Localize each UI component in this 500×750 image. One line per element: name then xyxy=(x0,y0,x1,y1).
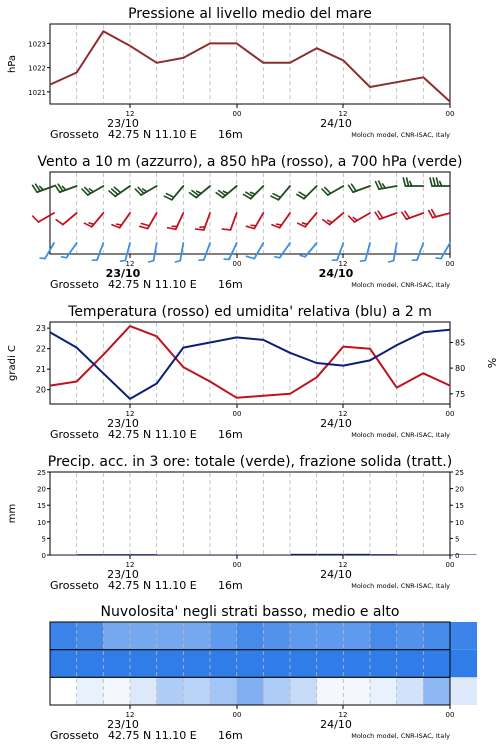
date-label: 24/10 xyxy=(320,718,352,731)
cloud-cell-basso xyxy=(370,677,397,705)
time-tick-label: 00 xyxy=(445,260,455,268)
wind-barb xyxy=(92,243,103,260)
y-tick-label-right: 10 xyxy=(455,518,464,527)
cloud-cell-alto xyxy=(343,622,370,650)
wind-barb xyxy=(412,243,423,260)
wind-barb-feather xyxy=(222,229,230,230)
cloud-cell-alto xyxy=(290,622,317,650)
wind-barb-staff xyxy=(229,243,237,259)
wind-barb-feather xyxy=(62,186,65,190)
time-tick-label: 12 xyxy=(338,561,348,569)
y-tick-label: 23 xyxy=(35,324,46,334)
wind-barb-feather xyxy=(149,261,154,262)
pressure-panel xyxy=(7,6,454,141)
wind-barb xyxy=(40,243,54,259)
wind-barb xyxy=(429,210,450,218)
wind-barb-feather xyxy=(175,261,180,262)
date-label: 23/10 xyxy=(105,267,141,280)
date-label: 23/10 xyxy=(107,117,139,130)
wind-barb xyxy=(430,178,450,186)
wind-barb xyxy=(300,243,316,257)
cloud-cell-alto xyxy=(103,622,130,650)
wind-barb-feather xyxy=(277,224,282,225)
panel-title: Temperatura (rosso) ed umidita' relativa (blu) a 2 m xyxy=(68,304,432,320)
y-tick-label-right: 5 xyxy=(455,535,460,544)
wind-barb xyxy=(82,186,103,195)
y-axis-label: hPa xyxy=(7,54,18,74)
cloud-cell-alto xyxy=(423,622,450,650)
cloud-cell-alto xyxy=(50,622,77,650)
time-tick-label: 12 xyxy=(125,410,135,418)
precip-bar xyxy=(211,555,237,556)
cloud-cell-alto xyxy=(183,622,210,650)
precip-bar xyxy=(184,555,210,556)
panel-title: Pressione al livello medio del mare xyxy=(128,6,372,22)
cloud-cell-alto xyxy=(157,622,184,650)
station-name: Grosseto xyxy=(50,428,99,441)
plot-frame xyxy=(50,322,450,404)
precip-bar xyxy=(238,555,264,556)
wind-barb xyxy=(436,243,450,259)
time-tick-label: 12 xyxy=(125,110,135,118)
time-tick-label: 12 xyxy=(338,110,348,118)
y-tick-label: 1022 xyxy=(28,64,46,73)
y-tick-label-right: 85 xyxy=(455,338,466,348)
wind-barb-feather xyxy=(89,223,94,224)
wind-barb xyxy=(244,186,264,199)
y-tick-label: 10 xyxy=(37,518,46,527)
wind-barb xyxy=(135,186,156,195)
wind-barb xyxy=(190,186,210,198)
wind-barb-staff xyxy=(365,243,370,260)
date-label: 24/10 xyxy=(320,568,352,581)
wind-barb xyxy=(222,213,236,230)
cloud-cell-medio xyxy=(450,650,477,678)
y-tick-label-right: 15 xyxy=(455,502,464,511)
wind-barb-staff xyxy=(63,213,77,225)
temperature-line xyxy=(50,326,450,398)
wind-barb-feather xyxy=(40,186,43,190)
plot-frame xyxy=(50,472,450,555)
time-tick-label: 12 xyxy=(125,260,135,268)
wind-barb xyxy=(246,243,263,259)
wind-barb xyxy=(360,243,370,261)
cloud-cell-medio xyxy=(263,650,290,678)
wind-barb-feather xyxy=(140,226,148,228)
cloud-cell-medio xyxy=(317,650,344,678)
cloud-cell-basso xyxy=(210,677,237,705)
precip-bar xyxy=(451,555,477,556)
cloud-cell-medio xyxy=(290,650,317,678)
cloud-cell-basso xyxy=(290,677,317,705)
precip-bar xyxy=(318,554,344,555)
cloud-cell-alto xyxy=(317,622,344,650)
wind-barb xyxy=(168,213,184,229)
y-axis-label: mm xyxy=(7,503,18,524)
wind-barb xyxy=(332,243,343,260)
station-elevation: 16m xyxy=(218,729,243,742)
cloud-cell-medio xyxy=(50,650,77,678)
wind-barb xyxy=(32,184,54,192)
wind-barb-feather xyxy=(166,194,173,198)
wind-barb xyxy=(109,186,130,196)
model-credit: Moloch model, CNR-ISAC, Italy xyxy=(351,281,450,289)
cloud-cell-basso xyxy=(397,677,424,705)
wind-barb-feather xyxy=(251,225,256,226)
wind-barb-feather xyxy=(246,256,254,258)
wind-barb-staff xyxy=(180,243,183,261)
station-coords: 42.75 N 11.10 E xyxy=(108,278,197,291)
precip-bar xyxy=(131,554,157,555)
date-label: 24/10 xyxy=(318,267,354,280)
station-elevation: 16m xyxy=(218,428,243,441)
cloud-cell-alto xyxy=(210,622,237,650)
cloud-cell-alto xyxy=(397,622,424,650)
time-tick-label: 12 xyxy=(338,711,348,719)
wind-barb-feather xyxy=(407,178,409,186)
wind-barb-staff xyxy=(417,243,423,260)
station-name: Grosseto xyxy=(50,729,99,742)
wind-barb-feather xyxy=(353,217,357,220)
cloud-cell-medio xyxy=(103,650,130,678)
y-tick-label: 15 xyxy=(37,502,46,511)
wind-barb xyxy=(271,186,290,200)
time-tick-label: 00 xyxy=(232,711,242,719)
panel-title: Precip. acc. in 3 ore: totale (verde), frazione solida (tratt.) xyxy=(47,454,453,470)
time-tick-label: 00 xyxy=(232,110,242,118)
wind-barb xyxy=(175,243,183,262)
wind-barb-staff xyxy=(280,243,290,258)
cloud-cell-medio xyxy=(370,650,397,678)
date-label: 23/10 xyxy=(107,718,139,731)
time-tick-label: 12 xyxy=(125,711,135,719)
station-coords: 42.75 N 11.10 E xyxy=(108,729,197,742)
model-credit: Moloch model, CNR-ISAC, Italy xyxy=(351,732,450,740)
station-name: Grosseto xyxy=(50,579,99,592)
wind-barb xyxy=(349,213,370,222)
y-tick-label: 0 xyxy=(41,552,46,560)
wind-barb-feather xyxy=(164,196,171,200)
precip-bar xyxy=(371,554,397,555)
cloud-cell-basso xyxy=(317,677,344,705)
wind-barb xyxy=(33,213,54,222)
date-label: 24/10 xyxy=(320,417,352,430)
wind-barb-feather xyxy=(251,192,256,194)
wind-panel xyxy=(32,154,462,291)
wind-barb-feather xyxy=(300,255,305,256)
precip-bar xyxy=(344,554,370,555)
time-tick-label: 00 xyxy=(232,260,242,268)
wind-barb xyxy=(375,211,397,219)
wind-barb-feather xyxy=(436,178,438,186)
cloud-cell-basso xyxy=(77,677,104,705)
cloud-cell-basso xyxy=(343,677,370,705)
wind-barb-feather xyxy=(273,194,280,198)
cloud-cell-medio xyxy=(157,650,184,678)
wind-barb xyxy=(246,213,263,229)
wind-barb-feather xyxy=(403,178,405,186)
date-label: 23/10 xyxy=(107,568,139,581)
cloud-cell-basso xyxy=(103,677,130,705)
wind-barb-staff xyxy=(154,243,157,261)
precipitation-panel xyxy=(7,454,477,592)
wind-barb xyxy=(84,213,103,227)
wind-barb xyxy=(112,213,130,228)
y-tick-label-right: 80 xyxy=(455,364,466,374)
station-name: Grosseto xyxy=(50,278,99,291)
wind-barb-feather xyxy=(223,191,227,193)
wind-barb-feather xyxy=(62,257,67,258)
wind-barb xyxy=(402,211,424,219)
cloud-cell-basso xyxy=(237,677,264,705)
wind-barb-feather xyxy=(433,178,435,186)
wind-barb xyxy=(224,243,237,259)
wind-barb-feather xyxy=(33,216,39,222)
cloud-cell-basso xyxy=(423,677,450,705)
wind-barb-feather xyxy=(117,224,122,225)
wind-barb xyxy=(56,213,76,225)
panel-title: Vento a 10 m (azzurro), a 850 hPa (rosso), a 700 hPa (verde) xyxy=(37,154,463,170)
cloud-cell-basso xyxy=(450,677,477,705)
wind-barb-feather xyxy=(436,258,441,259)
station-coords: 42.75 N 11.10 E xyxy=(108,428,197,441)
precip-bar xyxy=(398,555,424,556)
y-tick-label: 21 xyxy=(35,365,46,375)
model-credit: Moloch model, CNR-ISAC, Italy xyxy=(351,431,450,439)
wind-barb-feather xyxy=(246,226,254,228)
wind-barb xyxy=(272,213,290,228)
wind-barb xyxy=(216,186,236,198)
cloud-cell-alto xyxy=(370,622,397,650)
cloud-cell-medio xyxy=(130,650,157,678)
wind-barb-feather xyxy=(89,189,93,192)
wind-barb xyxy=(275,243,290,258)
wind-barb xyxy=(403,178,423,186)
precip-bar xyxy=(104,554,130,555)
time-tick-label: 00 xyxy=(445,110,455,118)
precip-bar xyxy=(264,555,290,556)
cloud-cell-alto xyxy=(130,622,157,650)
time-tick-label: 12 xyxy=(125,561,135,569)
time-tick-label: 00 xyxy=(445,711,455,719)
wind-barb-staff xyxy=(254,243,263,259)
precip-bar xyxy=(51,555,77,556)
wind-barb-staff xyxy=(441,243,450,259)
wind-barb-feather xyxy=(275,257,280,258)
wind-barb-feather xyxy=(389,261,394,262)
wind-barb xyxy=(55,184,77,192)
precip-bar xyxy=(424,555,450,556)
wind-barb-feather xyxy=(360,260,365,261)
cloud-cell-medio xyxy=(237,650,264,678)
station-elevation: 16m xyxy=(218,128,243,141)
y-tick-label: 20 xyxy=(35,385,46,395)
cloud-cell-medio xyxy=(183,650,210,678)
wind-barb-feather xyxy=(376,182,379,190)
station-elevation: 16m xyxy=(218,278,243,291)
cloud-cell-medio xyxy=(77,650,104,678)
wind-barb xyxy=(298,213,317,227)
wind-barb-feather xyxy=(196,229,204,230)
humidity-line xyxy=(50,330,450,399)
panel-title: Nuvolosita' negli strati basso, medio e alto xyxy=(100,604,400,620)
wind-barb-feather xyxy=(379,181,382,189)
time-tick-label: 00 xyxy=(445,561,455,569)
y-tick-label-right: 25 xyxy=(455,469,464,477)
wind-barb-feather xyxy=(302,223,307,224)
cloud-cover-panel xyxy=(50,604,477,742)
y-tick-label: 22 xyxy=(35,344,46,354)
y-axis-label-right: % xyxy=(485,357,498,369)
y-tick-label: 1021 xyxy=(28,88,46,97)
wind-barb-staff xyxy=(204,243,210,260)
time-tick-label: 00 xyxy=(445,410,455,418)
y-axis-label: gradi C xyxy=(7,345,18,381)
date-label: 24/10 xyxy=(320,117,352,130)
wind-barb xyxy=(322,186,343,195)
wind-barb xyxy=(62,243,77,258)
precip-bar xyxy=(78,554,104,555)
wind-barb xyxy=(389,243,397,262)
wind-barb-staff xyxy=(394,243,397,261)
station-coords: 42.75 N 11.10 E xyxy=(108,128,197,141)
wind-barb-feather xyxy=(430,178,432,186)
model-credit: Moloch model, CNR-ISAC, Italy xyxy=(351,131,450,139)
wind-barb-feather xyxy=(328,220,332,222)
y-tick-label-right: 0 xyxy=(455,552,460,560)
cloud-cell-medio xyxy=(397,650,424,678)
wind-barb-staff xyxy=(337,243,343,260)
wind-barb-feather xyxy=(143,189,147,192)
station-elevation: 16m xyxy=(218,579,243,592)
wind-barb-feather xyxy=(168,228,176,230)
time-tick-label: 12 xyxy=(338,260,348,268)
station-name: Grosseto xyxy=(50,128,99,141)
time-tick-label: 00 xyxy=(232,561,242,569)
y-tick-label: 5 xyxy=(41,535,46,544)
wind-barb xyxy=(149,243,157,262)
cloud-cell-basso xyxy=(157,677,184,705)
wind-barb xyxy=(164,186,183,200)
wind-barb xyxy=(376,181,397,189)
cloud-cell-alto xyxy=(237,622,264,650)
wind-barb xyxy=(323,213,343,225)
wind-barb xyxy=(120,243,130,261)
plot-frame xyxy=(50,172,450,254)
cloud-cell-medio xyxy=(210,650,237,678)
wind-barb-staff xyxy=(305,243,317,257)
y-tick-label: 1023 xyxy=(28,40,46,49)
y-tick-label-right: 20 xyxy=(455,485,464,494)
wind-barb-feather xyxy=(383,184,386,188)
y-tick-label: 20 xyxy=(37,485,46,494)
cloud-cell-alto xyxy=(263,622,290,650)
wind-barb xyxy=(140,213,157,229)
y-tick-label-right: 75 xyxy=(455,389,466,399)
model-credit: Moloch model, CNR-ISAC, Italy xyxy=(351,582,450,590)
cloud-cell-basso xyxy=(130,677,157,705)
wind-barb xyxy=(196,213,210,230)
cloud-cell-basso xyxy=(263,677,290,705)
cloud-cell-basso xyxy=(50,677,77,705)
cloud-cell-basso xyxy=(183,677,210,705)
wind-barb-staff xyxy=(125,243,130,260)
wind-barb xyxy=(199,243,210,260)
cloud-cell-medio xyxy=(423,650,450,678)
wind-barb-feather xyxy=(197,191,201,193)
precip-bar xyxy=(158,555,184,556)
wind-barb-feather xyxy=(40,258,45,259)
cloud-cell-alto xyxy=(77,622,104,650)
time-tick-label: 12 xyxy=(338,410,348,418)
wind-barb-staff xyxy=(231,213,237,230)
wind-barb-staff xyxy=(66,243,76,258)
wind-barb xyxy=(297,186,317,199)
wind-barb xyxy=(348,184,370,192)
temperature-humidity-panel xyxy=(7,304,498,441)
wind-barb-feather xyxy=(271,196,278,200)
date-label: 23/10 xyxy=(107,417,139,430)
cloud-cell-medio xyxy=(343,650,370,678)
wind-barb-staff xyxy=(38,213,54,222)
y-tick-label: 25 xyxy=(37,469,46,477)
time-tick-label: 00 xyxy=(232,410,242,418)
station-coords: 42.75 N 11.10 E xyxy=(108,579,197,592)
wind-barb-feather xyxy=(56,220,63,225)
wind-barb-feather xyxy=(141,224,149,226)
cloud-cell-alto xyxy=(450,622,477,650)
pressure-line xyxy=(50,31,450,101)
precip-bar xyxy=(291,554,317,555)
wind-barb-staff xyxy=(97,243,103,260)
